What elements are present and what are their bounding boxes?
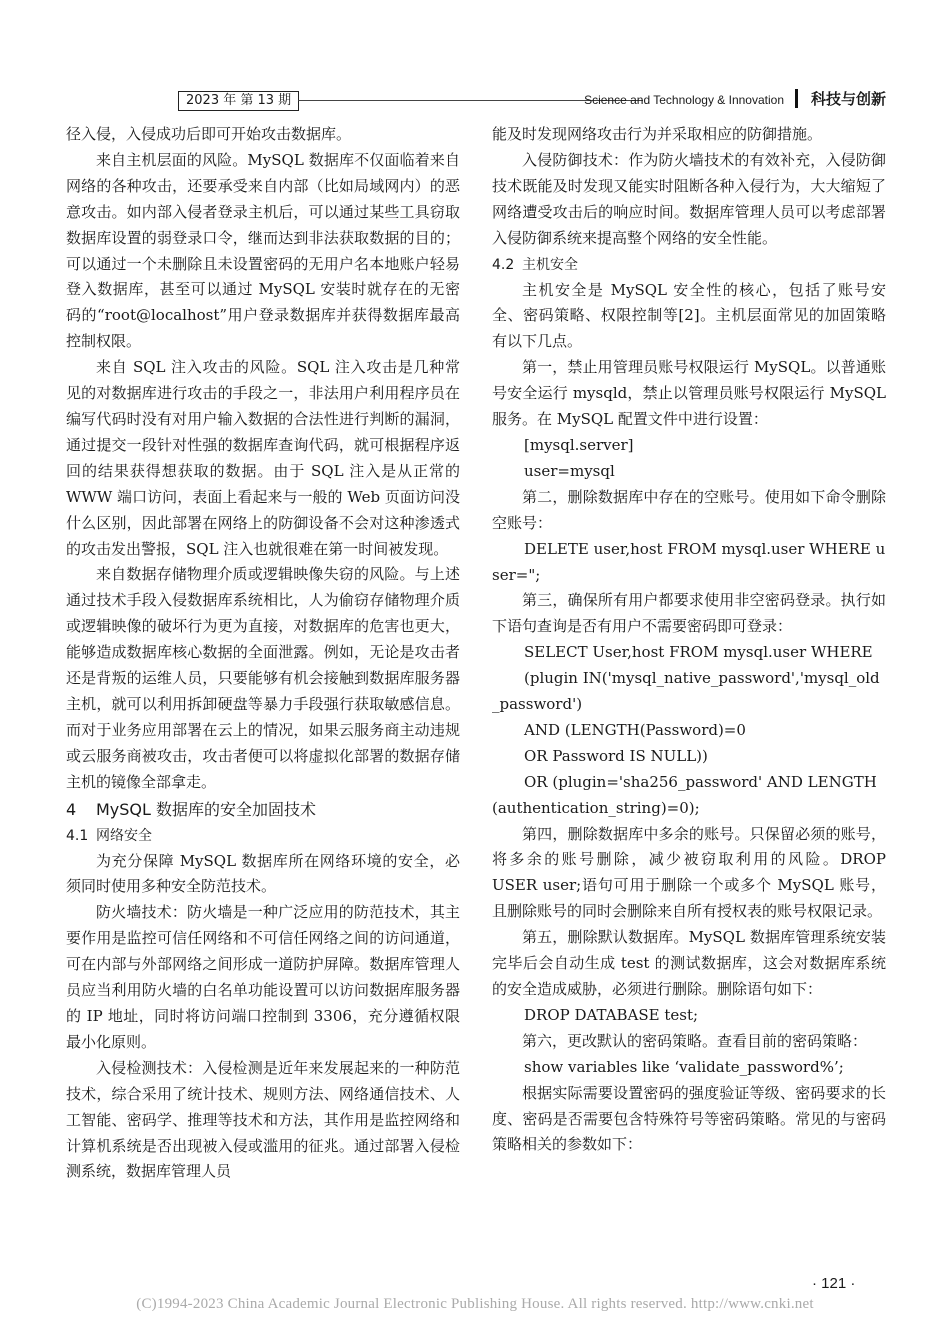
heading-text: MySQL 数据库的安全加固技术 — [96, 799, 317, 819]
page-number: · 121 · — [812, 1275, 856, 1292]
paragraph: 来自数据存储物理介质或逻辑映像失窃的风险。与上述通过技术手段入侵数据库系统相比，人为偷窃存储物理介质或逻辑映像的破坏行为更为直接，对数据库的危害也更大，能够造成数据库核心数据的全面泄露。例如，无论是攻击者还是背叛的运维人员，只要能够有机会接触到数据库服务器主机，就可以利用拆卸硬盘等暴力手段强行获取敏感信息。而对于业务应用部署在云上的情况，如果云服务商主动违规或云服务商被攻击，攻击者便可以将虚拟化部署的数据存储主机的镜像全部拿走。 — [66, 565, 460, 791]
paragraph: 主机安全是 MySQL 安全性的核心，包括了账号安全、密码策略、权限控制等[2]。主机层面常见的加固策略有以下几点。 — [492, 280, 886, 351]
paragraph: 来自主机层面的风险。MySQL 数据库不仅面临着来自网络的各种攻击，还要承受来自内部（比如局域网内）的恶意攻击。如内部入侵者登录主机后，可以通过某些工具窃取数据库设置的弱登录口令，继而达到非法获取数据的目的；可以通过一个未删除且未设置密码的无用户名本地账户轻易登入数据库，甚至可以通过 MySQL 安装时就存在的无密码的“root@localhost”用户登录数据库并获得数据库最高控制权限。 — [66, 150, 460, 351]
code-line: (plugin IN('mysql_native_password','mysql_old_password') — [492, 669, 880, 714]
paragraph: 第二，删除数据库中存在的空账号。使用如下命令删除空账号： — [492, 487, 886, 532]
section-heading — [66, 796, 460, 823]
code-line: SELECT User,host FROM mysql.user WHERE — [524, 643, 873, 662]
heading-number: 4 — [66, 799, 77, 819]
paragraph: 入侵检测技术：入侵检测是近年来发展起来的一种防范技术，综合采用了统计技术、规则方法、网络通信技术、人工智能、密码学、推理等技术和方法，其作用是监控网络和计算机系统是否出现被入侵或滥用的征兆。通过部署入侵检测系统，数据库管理人员 — [66, 1058, 460, 1181]
copyright-notice: (C)1994-2023 China Academic Journal Electronic Publishing House. All rights reserved. http://www.cnki.net — [136, 1296, 814, 1312]
paragraph: 来自 SQL 注入攻击的风险。SQL 注入攻击是几种常见的对数据库进行攻击的手段之一，非法用户利用程序员在编写代码时没有对用户输入数据的合法性进行判断的漏洞，通过提交一段针对性强的数据库查询代码，就可根据程序返回的结果获得想获取的数据。由于 SQL 注入是从正常的 WWW 端口访问，表面上看起来与一般的 Web 页面访问没什么区别，因此部署在网络上的防御设备不会对这种渗透式的攻击发出警报，SQL 注入也就很难在第一时间被发现。 — [66, 358, 460, 558]
paragraph: 第五，删除默认数据库。MySQL 数据库管理系统安装完毕后会自动生成 test 的测试数据库，这会对数据库系统的安全造成威胁，必须进行删除。删除语句如下： — [492, 928, 886, 998]
paragraph: 根据实际需要设置密码的强度验证等级、密码要求的长度、密码是否需要包含特殊符号等密码策略。常见的与密码策略相关的参数如下： — [492, 1083, 886, 1154]
right-column — [492, 122, 886, 1158]
paragraph: 第六，更改默认的密码策略。查看目前的密码策略： — [522, 1031, 868, 1050]
code-line: show variables like ‘validate_password%’; — [524, 1057, 844, 1076]
journal-name-cn: 科技与创新 — [810, 90, 886, 108]
journal-separator — [795, 89, 798, 108]
issue-label: 2023 年 第 13 期 — [178, 91, 299, 111]
paragraph: 径入侵，入侵成功后即可开始攻击数据库。 — [66, 125, 352, 143]
heading-text: 网络安全 — [96, 827, 152, 844]
paragraph: 第四，删除数据库中多余的账号。只保留必须的账号，将多余的账号删除，减少被窃取利用的风险。DROP USER user;语句可用于删除一个或多个 MySQL 账号，且删除账号的同时会删除来自所有授权表的账号权限记录。 — [492, 824, 886, 921]
paragraph: 第三，确保所有用户都要求使用非空密码登录。执行如下语句查询是否有用户不需要密码即可登录： — [492, 591, 886, 636]
heading-number: 4.2 — [492, 256, 515, 273]
paragraph: 防火墙技术：防火墙是一种广泛应用的防范技术，其主要作用是监控可信任网络和不可信任网络之间的访问通道，可在内部与外部网络之间形成一道防护屏障。数据库管理人员应当利用防火墙的白名单功能设置可以访问数据库服务器的 IP 地址，同时将访问端口控制到 3306，充分遵循权限最小化原则。 — [66, 903, 460, 1051]
code-line: DELETE user,host FROM mysql.user WHERE user="; — [492, 539, 886, 584]
code-line: DROP DATABASE test; — [524, 1005, 699, 1024]
code-line: AND (LENGTH(Password)=0 — [524, 720, 746, 739]
heading-number: 4.1 — [66, 827, 89, 844]
page-header — [66, 90, 886, 112]
code-line: user=mysql — [524, 461, 615, 480]
paragraph: 入侵防御技术：作为防火墙技术的有效补充，入侵防御技术既能及时发现又能实时阻断各种入侵行为，大大缩短了网络遭受攻击后的响应时间。数据库管理人员可以考虑部署入侵防御系统来提高整个网络的安全性能。 — [492, 150, 886, 247]
heading-text: 主机安全 — [522, 256, 578, 273]
paragraph: 为充分保障 MySQL 数据库所在网络环境的安全，必须同时使用多种安全防范技术。 — [66, 851, 460, 896]
paragraph: 能及时发现网络攻击行为并采取相应的防御措施。 — [492, 125, 823, 143]
left-column — [66, 122, 460, 1185]
code-line: OR Password IS NULL)) — [524, 746, 708, 765]
journal-name-en: Science and Technology & Innovation — [584, 93, 784, 107]
subsection-heading — [492, 252, 886, 278]
paragraph: 第一，禁止用管理员账号权限运行 MySQL。以普通账号安全运行 mysqld，禁止以管理员账号权限运行 MySQL 服务。在 MySQL 配置文件中进行设置： — [492, 358, 886, 429]
code-line: OR (plugin='sha256_password' AND LENGTH (authentication_string)=0); — [492, 772, 877, 817]
code-line: [mysql.server] — [524, 435, 634, 454]
subsection-heading — [66, 823, 460, 849]
